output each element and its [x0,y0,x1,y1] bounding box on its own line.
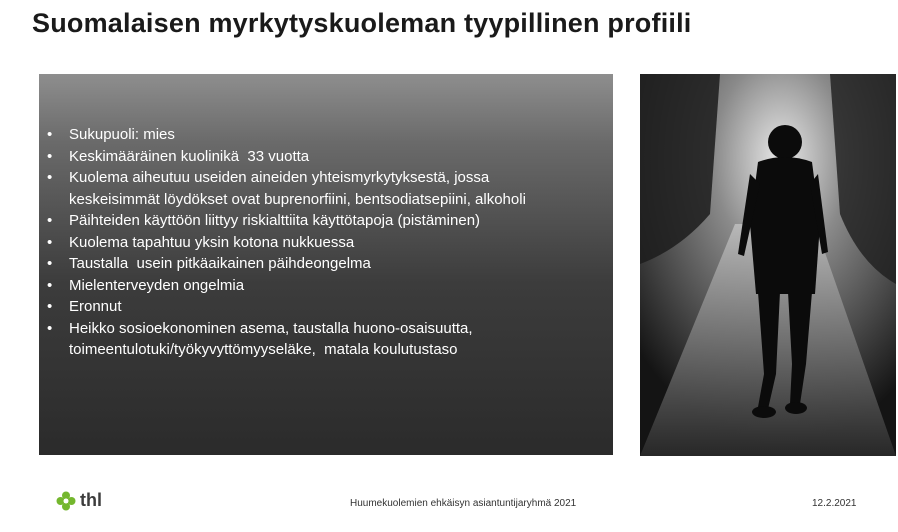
bullet-line: Sukupuoli: mies [69,126,175,143]
walking-man-illustration [640,74,896,456]
logo-text: thl [80,490,102,510]
bullet-item [39,146,526,168]
footer-organization: Huumekuolemien ehkäisyn asiantuntijaryhmä 2021 [350,498,577,509]
footer-date: 12.2.2021 [812,498,857,509]
bullet-text-box [39,74,613,455]
bullet-line: Päihteiden käyttöön liittyy riskialttiita käyttötapoja (pistäminen) [69,212,481,229]
bullet-item [39,318,526,361]
bullet-item [39,232,526,254]
bullet-line: Kuolema tapahtuu yksin kotona nukkuessa [69,233,355,251]
slide-title: Suomalaisen myrkytyskuoleman tyypillinen profiili [32,8,692,38]
bullet-line: keskeisimmät löydökset ovat buprenorfiini, bentsodiatsepiini, alkoholi [69,190,526,208]
bullet-item [39,296,526,318]
bullet-line: toimeentulotuki/työkyvyttömyyseläke, matala koulutustaso [69,341,458,358]
bullet-line: Keskimääräinen kuolinikä 33 vuotta [69,147,310,165]
walking-man-photo [640,74,896,456]
bullet-item [39,253,526,275]
bullet-item [39,167,526,210]
bullet-line: Taustalla usein pitkäaikainen päihdeongelma [69,255,371,272]
bullet-item [39,210,526,232]
bullet-line: Kuolema aiheutuu useiden aineiden yhteismyrkytyksestä, jossa [69,169,490,186]
thl-logo [56,490,102,511]
bullet-item [39,124,526,146]
bullet-line: Mielenterveyden ongelmia [69,276,245,294]
bullet-item [39,275,526,297]
thl-flower-icon [56,491,76,511]
bullet-line: Eronnut [69,298,122,315]
bullet-list [39,124,526,361]
bullet-line: Heikko sosioekonominen asema, taustalla huono-osaisuutta, [69,319,473,337]
